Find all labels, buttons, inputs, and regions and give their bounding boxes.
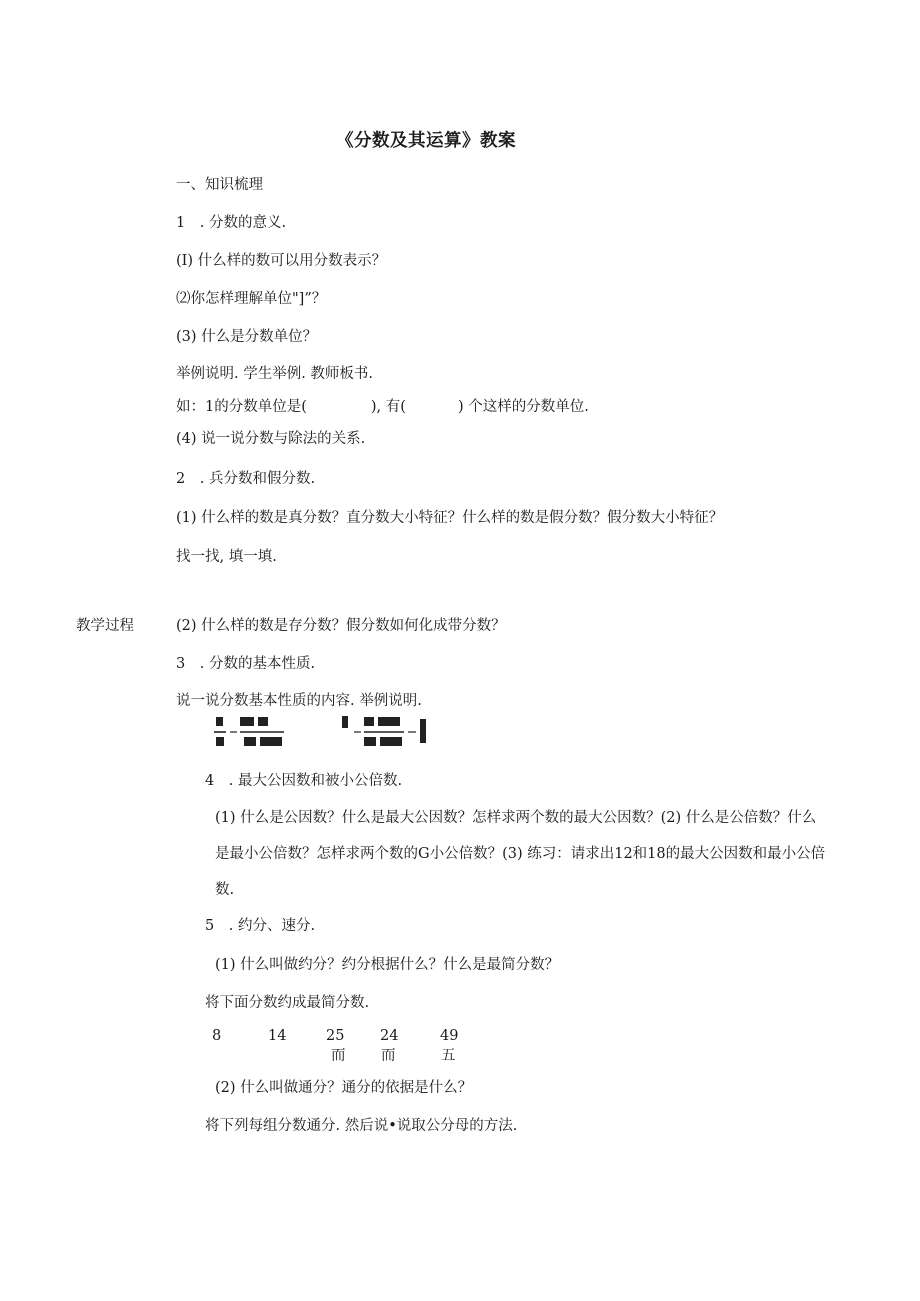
item1-question-1: (I) 什么样的数可以用分数表示？: [176, 253, 387, 269]
item3-heading: 3 . 分数的基本性质.: [176, 656, 316, 672]
item2-question-2: (2) 什么样的数是存分数？假分数如何化成带分数？: [176, 618, 506, 634]
example-part-a: 如：1的分数单位是(: [176, 399, 307, 415]
item1-heading: 1 . 分数的意义.: [176, 215, 287, 231]
example-part-c: ) 个这样的分数单位.: [457, 399, 589, 415]
denominator: 五: [441, 1048, 456, 1064]
item2-heading: 2 . 兵分数和假分数.: [176, 471, 316, 487]
example-part-b: ), 有(: [370, 399, 406, 415]
numerator: 24: [380, 1028, 399, 1044]
item4-line-3: 数.: [215, 882, 235, 898]
document-title: 《分数及其运算》教案: [336, 131, 516, 151]
item1-question-2: ⑵你怎样理解单位"]”？: [176, 291, 327, 307]
item1-question-4: (4) 说一说分数与除法的关系.: [176, 431, 366, 447]
item4-line-1: (1) 什么是公因数？什么是最大公因数？怎样求两个数的最大公因数？(2) 什么是公倍数？什么: [215, 810, 817, 826]
item4-line-2: 是最小公倍数？怎样求两个数的G小公倍数？(3) 练习：请求出12和18的最大公因数和最小公倍: [215, 846, 826, 862]
item3-note: 说一说分数基本性质的内容. 举例说明.: [176, 693, 422, 709]
fraction-formula-image: [214, 713, 444, 753]
numerator: 25: [326, 1028, 345, 1044]
item4-heading: 4 . 最大公因数和被小公倍数.: [205, 773, 403, 789]
numerator: 8: [212, 1028, 222, 1044]
denominator: 而: [381, 1048, 396, 1064]
numerator: 14: [268, 1028, 287, 1044]
item5-task-2: 将下列每组分数通分. 然后说•说取公分母的方法.: [205, 1118, 518, 1134]
side-label: 教学过程: [76, 618, 134, 634]
item1-note: 举例说明. 学生举例. 教师板书.: [176, 366, 374, 382]
item2-note: 找一找, 填一填.: [176, 549, 277, 565]
item5-task-1: 将下面分数约成最简分数.: [205, 995, 370, 1011]
item1-example: [176, 397, 589, 417]
numerator: 49: [440, 1028, 459, 1044]
item5-question-2: (2) 什么叫做通分？通分的依据是什么？: [215, 1080, 473, 1096]
item5-question-1: (1) 什么叫做约分？约分根据什么？什么是最简分数？: [215, 957, 560, 973]
item2-question-1: (1) 什么样的数是真分数？直分数大小特征？什么样的数是假分数？假分数大小特征？: [176, 510, 724, 526]
item1-question-3: (3) 什么是分数单位？: [176, 329, 318, 345]
denominator: 而: [331, 1048, 346, 1064]
section-heading: 一、知识梳理: [176, 177, 263, 193]
item5-heading: 5 . 约分、速分.: [205, 918, 316, 934]
